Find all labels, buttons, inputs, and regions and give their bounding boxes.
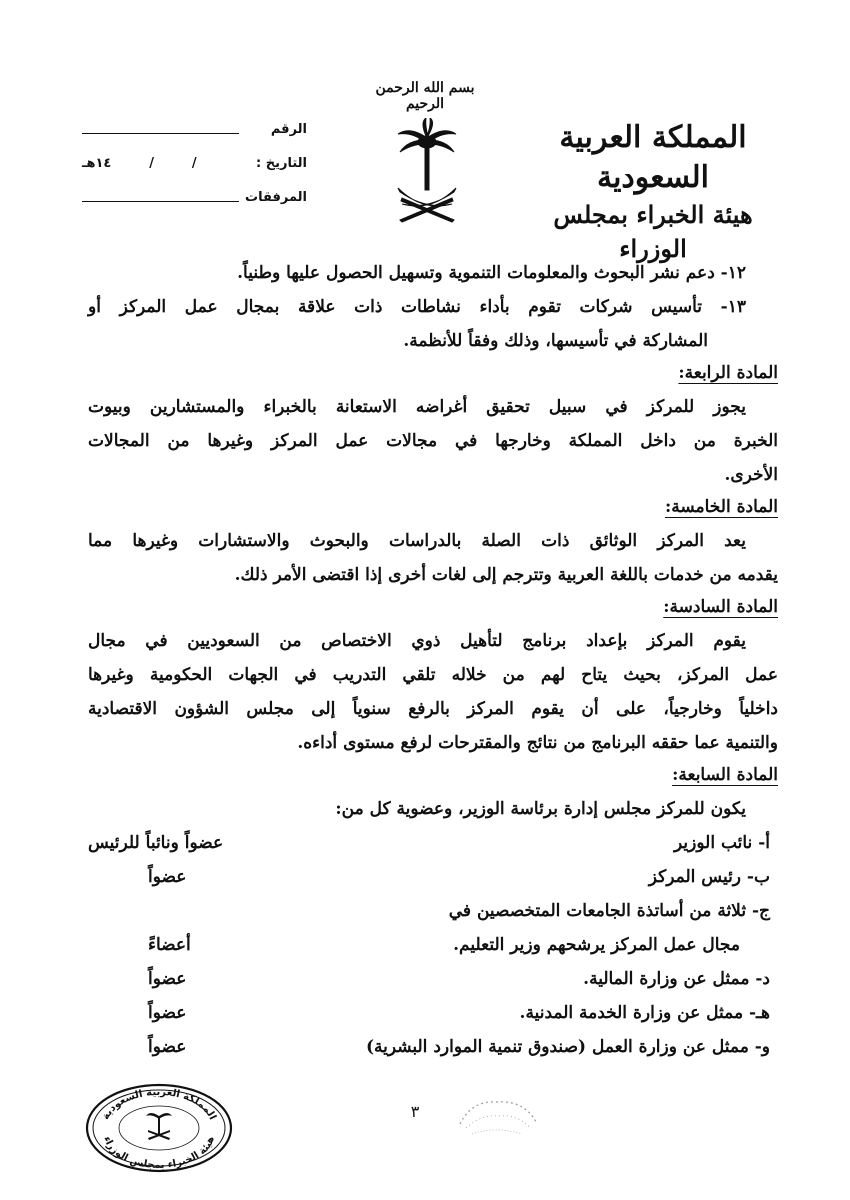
- kingdom-header: [528, 118, 778, 266]
- item-12: ١٢- دعم نشر البحوث والمعلومات التنموية وتسهيل الحصول عليها وطنياً.: [237, 263, 746, 283]
- article-4-line-3: الأخرى.: [724, 465, 778, 485]
- seal-top-text: المملكة العربية السعودية: [100, 1086, 218, 1122]
- article-4-line-1: يجوز للمركز في سبيل تحقيق أغراضه الاستعانة بالخبراء والمستشارين وبيوت: [88, 397, 746, 417]
- member-item-continued: مجال عمل المركز يرشحهم وزير التعليم.: [453, 935, 740, 955]
- member-row-c-2: [88, 928, 778, 962]
- attachments-label: المرفقات: [245, 190, 307, 205]
- member-role: عضواً: [148, 969, 187, 989]
- date-label: التاريخ :: [256, 156, 307, 171]
- ref-number-row: [82, 118, 307, 152]
- article-5-line-2: يقدمه من خدمات باللغة العربية وتترجم إلى لغات أخرى إذا اقتضى الأمر ذلك.: [234, 565, 778, 585]
- member-row-f: [88, 1030, 778, 1064]
- member-role: عضواً: [148, 1037, 187, 1057]
- member-row-b: [88, 860, 778, 894]
- attachments-line: [82, 201, 239, 202]
- palm-swords-emblem-icon: [392, 118, 462, 230]
- member-item: أ- نائب الوزير: [674, 833, 770, 853]
- member-row-e: [88, 996, 778, 1030]
- faint-stamp-icon: [452, 1094, 542, 1144]
- date-slash-2: /: [149, 156, 154, 171]
- article-4-line-2: الخبرة من داخل المملكة وخارجها في مجالات عمل المركز وغيرها من المجالات: [88, 431, 778, 451]
- date-slash-1: /: [191, 156, 197, 171]
- article-5-line-1: يعد المركز الوثائق ذات الصلة بالدراسات والبحوث والاستشارات وغيرها مما: [88, 531, 746, 551]
- member-item: ج- ثلاثة من أساتذة الجامعات المتخصصين في: [448, 901, 770, 921]
- basmala: بسم الله الرحمن الرحيم: [375, 80, 475, 112]
- item-13-line-2: المشاركة في تأسيسها، وذلك وفقاً للأنظمة.: [403, 331, 708, 351]
- member-item: د- ممثل عن وزارة المالية.: [583, 969, 770, 989]
- member-row-a: [88, 826, 778, 860]
- ref-number-label: الرقم: [270, 122, 307, 137]
- page-number: ٣: [410, 1102, 420, 1121]
- member-role: عضواً: [148, 1003, 187, 1023]
- member-role: أعضاءً: [148, 935, 191, 955]
- article-7-intro: يكون للمركز مجلس إدارة برئاسة الوزير، وعضوية كل من:: [335, 799, 746, 819]
- article-7-heading: المادة السابعة:: [672, 765, 778, 785]
- member-role: عضواً ونائباً للرئيس: [88, 833, 224, 853]
- document-body: [88, 256, 778, 1064]
- member-row-d: [88, 962, 778, 996]
- svg-text:هيئة الخبراء بمجلس الوزراء: [101, 1135, 217, 1171]
- attachments-row: [82, 186, 307, 220]
- date-field: [82, 156, 239, 171]
- date-row: [82, 152, 307, 186]
- kingdom-name: المملكة العربية السعودية: [559, 120, 747, 195]
- member-role: عضواً: [148, 867, 187, 887]
- official-seal-icon: [84, 1082, 234, 1174]
- authority-name: هيئة الخبراء بمجلس الوزراء: [553, 200, 753, 263]
- seal-bottom-text: هيئة الخبراء بمجلس الوزراء: [101, 1135, 217, 1172]
- date-day-blank: [234, 156, 239, 171]
- article-6-line-2: عمل المركز، بحيث يتاح لهم من خلاله تلقي التدريب في الجهات الحكومية وغيرها: [88, 665, 778, 685]
- member-item: هـ- ممثل عن وزارة الخدمة المدنية.: [519, 1003, 770, 1023]
- member-row-c-1: [88, 894, 778, 928]
- article-6-line-4: والتنمية عما حققه البرنامج من نتائج والمقترحات لرفع مستوى أداءه.: [297, 733, 778, 753]
- article-5-heading: المادة الخامسة:: [664, 497, 778, 517]
- reference-block: [82, 118, 307, 220]
- member-item: ب- رئيس المركز: [648, 867, 770, 887]
- ref-number-line: [82, 133, 239, 134]
- article-6-heading: المادة السادسة:: [663, 597, 778, 617]
- date-year-suffix: ١٤هـ: [82, 156, 112, 171]
- member-item: و- ممثل عن وزارة العمل (صندوق تنمية الموارد البشرية): [365, 1037, 770, 1057]
- article-6-line-3: داخلياً وخارجياً، على أن يقوم المركز بالرفع سنوياً إلى مجلس الشؤون الاقتصادية: [88, 699, 778, 719]
- article-6-line-1: يقوم المركز بإعداد برنامج لتأهيل ذوي الاختصاص من السعوديين في مجال: [88, 631, 746, 651]
- article-4-heading: المادة الرابعة:: [678, 363, 778, 383]
- item-13-line-1: ١٣- تأسيس شركات تقوم بأداء نشاطات ذات علاقة بمجال عمل المركز أو: [88, 297, 746, 317]
